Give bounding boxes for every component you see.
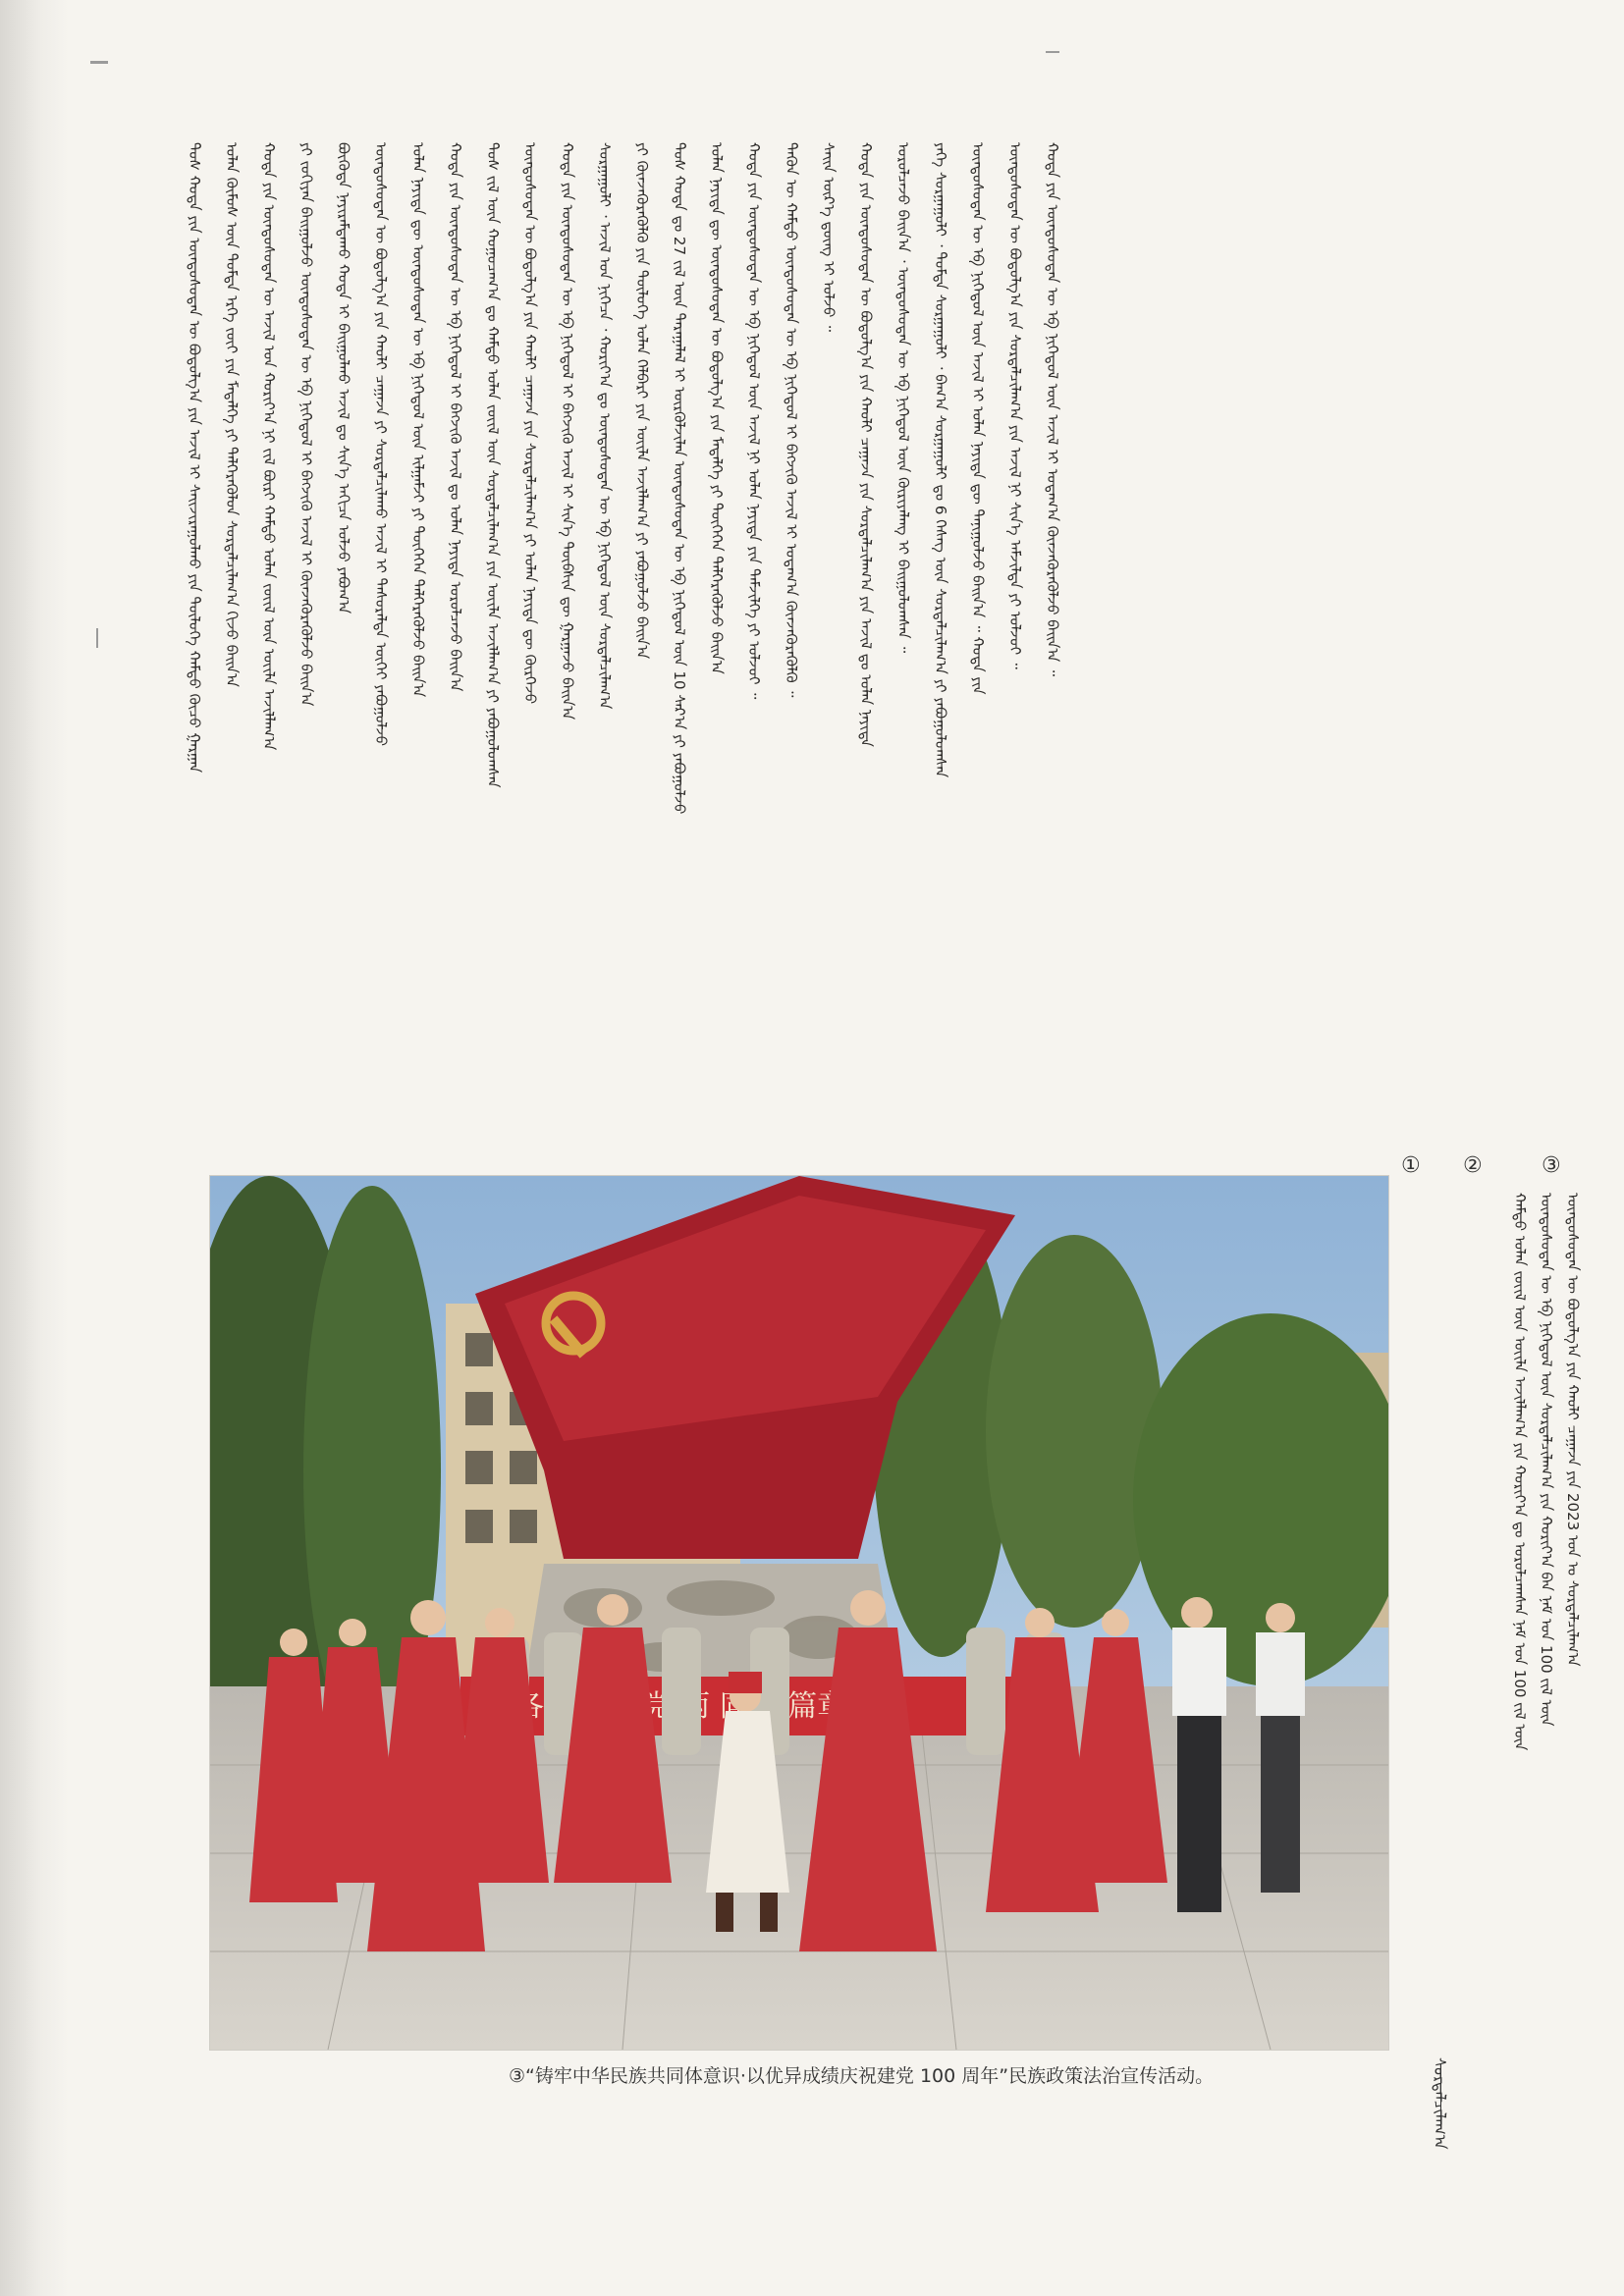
tree-right-2: [986, 1235, 1163, 1628]
footnote-marker-1: ①: [1401, 1153, 1421, 1178]
scan-dash-mark: [1046, 51, 1059, 53]
caption-mongolian-tail: ᠰᠤᠷᠲᠠᠯᠴᠢᠯᠠᠭ᠎ᠠ: [1431, 2057, 1449, 2150]
text-column: ᠣᠯᠠᠨ ᠨᠡᠶᠢᠲᠡ ᠳᠦ ᠦᠨᠳᠦᠰᠦᠲᠡᠨ ᠦ ᠪᠣᠳᠤᠯᠭ᠎ᠠ ᠶᠢᠨ ᠮᠡᠳᠡᠯᠭᠡ ᠶᠢ ᠲᠦᠭᠡᠬᠡᠨ ᠳᠡᠯᠭᠡᠷᠡᠭᠦᠯᠵᠦ ᠪᠠᠢᠨ᠎ᠠ: [708, 142, 726, 674]
photo-caption: ③“铸牢中华民族共同体意识·以优异成绩庆祝建党 100 周年”民族政策法治宣传活动。: [509, 2065, 1215, 2087]
footnote-column: ᠦᠨᠳᠦᠰᠦᠲᠡᠨ ᠦ ᠡᠪ ᠨᠢᠭᠡᠳᠦᠯ ᠦᠨ ᠰᠤᠷᠲᠠᠯᠴᠢᠯᠠᠭ᠎ᠠ ᠶᠢᠨ ᠬᠣᠷᠢᠶ᠎ᠠ ᠪᠠᠨ ᠨᠠᠮ ᠤᠨ 100 ᠵᠢᠯ ᠦᠨ: [1538, 1193, 1555, 1727]
text-column: ᠶᠢ ᠭᠦᠨᠵᠡᠭᠦᠷᠡᠭᠦᠯᠬᠦ ᠶᠢᠨ ᠲᠥᠯᠦᠭᠡ ᠣᠯᠠᠨ ᠬᠡᠯᠪᠡᠷᠢ ᠶᠢᠨ ᠦᠢᠯᠡ ᠠᠵᠢᠯᠯᠠᠭ᠎ᠠ ᠶᠢ ᠶᠠᠪᠤᠭᠤᠯᠵᠤ ᠪᠠᠢᠨ᠎ᠠ: [633, 142, 651, 660]
text-column: ᠰᠠᠢᠨ ᠦᠷ᠎ᠡ ᠳ᠋ᠦᠩ ᠢ ᠣᠯᠵᠤ ᠃: [820, 142, 838, 333]
text-column: ᠬᠣᠲᠠ ᠶᠢᠨ ᠦᠨᠳᠦᠰᠦᠲᠡᠨ ᠦ ᠪᠣᠳᠤᠯᠭ᠎ᠠ ᠶᠢᠨ ᠬᠠᠤᠯᠢ ᠴᠠᠭᠠᠵᠠ ᠶᠢᠨ ᠰᠤᠷᠲᠠᠯᠴᠢᠯᠠᠭ᠎ᠠ ᠶᠢᠨ ᠠᠵᠢᠯ ᠳᠤ ᠣᠯᠠᠨ ᠨᠡᠶᠢᠲᠡ: [857, 142, 875, 747]
text-column: ᠦᠨᠳᠦᠰᠦᠲᠡᠨ ᠦ ᠪᠣᠳᠤᠯᠭ᠎ᠠ ᠶᠢᠨ ᠬᠠᠤᠯᠢ ᠴᠠᠭᠠᠵᠠ ᠶᠢ ᠰᠤᠷᠲᠠᠯᠴᠢᠯᠠᠬᠤ ᠠᠵᠢᠯ ᠢ ᠲᠠᠰᠤᠷᠠᠯᠲᠠ ᠦᠭᠡᠢ ᠶᠠᠪᠤᠭᠤᠯᠵᠤ: [372, 142, 390, 746]
text-column: ᠪᠦᠭᠦᠳᠡ ᠨᠠᠶᠢᠷᠠᠮᠳᠠᠬᠤ ᠬᠣᠲᠠ ᠢ ᠪᠠᠢᠭᠤᠯᠬᠤ ᠠᠵᠢᠯ ᠳᠤ ᠰᠢᠨ᠎ᠡ ᠠᠬᠢᠴᠠ ᠣᠯᠵᠤ ᠶᠠᠪᠤᠭ᠎ᠠ: [335, 142, 352, 614]
article-body-mongolian: [182, 142, 1095, 1114]
text-column: ᠲᠤᠰ ᠬᠣᠲᠠ ᠳᠤ 27 ᠵᠢᠯ ᠦᠨ ᠳᠠᠷᠠᠭᠠᠯᠠᠯ ᠢ ᠦᠷᠭᠦᠯᠵᠢᠯᠡᠨ ᠦᠨᠳᠦᠰᠦᠲᠡᠨ ᠦ ᠡᠪ ᠨᠢᠭᠡᠳᠦᠯ ᠦᠨ 10 ᠰᠠᠷ᠎ᠠ ᠶᠢ ᠶᠠᠪᠤᠭᠤᠯᠵᠤ: [671, 142, 688, 815]
text-column: ᠬᠣᠲᠠ ᠶᠢᠨ ᠦᠨᠳᠦᠰᠦᠲᠡᠨ ᠦ ᠡᠪ ᠨᠢᠭᠡᠳᠦᠯ ᠢ ᠪᠡᠬᠵᠢᠬᠦ ᠠᠵᠢᠯ ᠢ ᠰᠢᠨ᠎ᠡ ᠲᠦᠪᠰᠢᠨ ᠳᠦ ᠭᠠᠷᠭᠠᠵᠤ ᠪᠠᠢᠨ᠎ᠠ: [559, 142, 576, 721]
text-column: ᠦᠨᠳᠦᠰᠦᠲᠡᠨ ᠦ ᠪᠣᠳᠤᠯᠭ᠎ᠠ ᠶᠢᠨ ᠬᠠᠤᠯᠢ ᠴᠠᠭᠠᠵᠠ ᠶᠢᠨ ᠰᠤᠷᠲᠠᠯᠴᠢᠯᠠᠭ᠎ᠠ ᠶᠢ ᠣᠯᠠᠨ ᠨᠡᠶᠢᠲᠡ ᠳᠦ ᠬᠦᠷᠭᠡᠵᠦ: [521, 142, 539, 705]
scan-tick-mark: [96, 628, 98, 648]
text-column: ᠬᠣᠲᠠ ᠶᠢᠨ ᠦᠨᠳᠦᠰᠦᠲᠡᠨ ᠦ ᠠᠵᠢᠯ ᠤᠨ ᠬᠣᠷᠢᠶ᠎ᠠ ᠨᠢ ᠵᠢᠯ ᠪᠦᠷᠢ ᠬᠠᠮᠲᠤ ᠣᠯᠠᠨ ᠵᠦᠢᠯ ᠦᠨ ᠦᠢᠯᠡ ᠠᠵᠢᠯᠯᠠᠭ᠎ᠠ: [260, 142, 278, 751]
text-column: ᠶᠡᠬᠡ ᠰᠤᠷᠭᠠᠭᠤᠯᠢ ᠂ ᠳᠤᠮᠳᠠ ᠰᠤᠷᠭᠠᠭᠤᠯᠢ ᠂ ᠪᠠᠭ᠎ᠠ ᠰᠤᠷᠭᠠᠭᠤᠯᠢ ᠳᠤ 6 ᠬᠡᠰᠡᠭ ᠦᠨ ᠰᠤᠷᠲᠠᠯᠴᠢᠯᠠᠭ᠎ᠠ ᠶᠢ ᠶᠠᠪᠤᠭᠤᠯᠤᠭᠰᠠᠨ: [932, 142, 949, 778]
text-column: ᠲᠡᠭᠦᠨ ᠦ ᠬᠠᠮᠲᠤ ᠦᠨᠳᠦᠰᠦᠲᠡᠨ ᠦ ᠡᠪ ᠨᠢᠭᠡᠳᠦᠯ ᠢ ᠪᠡᠬᠵᠢᠬᠦ ᠠᠵᠢᠯ ᠢ ᠤᠳᠠᠭ᠎ᠠ ᠭᠦᠨᠵᠡᠭᠦᠷᠡᠭᠦᠯᠬᠦ ᠃: [783, 142, 800, 698]
text-column: ᠣᠷᠤᠯᠴᠠᠵᠤ ᠪᠠᠢᠨ᠎ᠠ ᠂ ᠦᠨᠳᠦᠰᠦᠲᠡᠨ ᠦ ᠡᠪ ᠨᠢᠭᠡᠳᠦᠯ ᠦᠨ ᠬᠦᠷᠢᠶᠡᠯᠡᠩ ᠢ ᠪᠠᠢᠭᠤᠯᠤᠭᠰᠠᠨ ᠃: [894, 142, 912, 654]
footnote-marker-2: ②: [1463, 1153, 1483, 1178]
man-white-shirt-2: [1256, 1632, 1305, 1716]
text-column: ᠬᠣᠲᠠ ᠶᠢᠨ ᠦᠨᠳᠦᠰᠦᠲᠡᠨ ᠦ ᠡᠪ ᠨᠢᠭᠡᠳᠦᠯ ᠦᠨ ᠠᠵᠢᠯ ᠢ ᠤᠳᠠᠭ᠎ᠠ ᠭᠦᠨᠵᠡᠭᠦᠷᠡᠭᠦᠯᠵᠦ ᠪᠠᠢᠨ᠎ᠠ ᠃: [1044, 142, 1061, 677]
footnote-marker-3: ③: [1542, 1153, 1561, 1178]
child-boot-right: [760, 1893, 778, 1932]
text-column: ᠦᠨᠳᠦᠰᠦᠲᠡᠨ ᠦ ᠡᠪ ᠨᠢᠭᠡᠳᠦᠯ ᠦᠨ ᠠᠵᠢᠯ ᠢ ᠣᠯᠠᠨ ᠨᠡᠶᠢᠲᠡ ᠳᠦ ᠲᠠᠨᠢᠭᠤᠯᠵᠤ ᠪᠠᠢᠨ᠎ᠠ ᠃ ᠬᠣᠲᠠ ᠶᠢᠨ: [969, 142, 987, 695]
footnote-column: ᠬᠠᠮᠲᠤ ᠣᠯᠠᠨ ᠵᠦᠢᠯ ᠦᠨ ᠦᠢᠯᠡ ᠠᠵᠢᠯᠯᠠᠭ᠎ᠠ ᠶᠢᠨ ᠬᠣᠷᠢᠶ᠎ᠠ ᠳᠤ ᠣᠷᠤᠯᠴᠠᠭᠰᠠᠨ ᠨᠠᠮ ᠤᠨ 100 ᠵᠢᠯ ᠦᠨ: [1511, 1193, 1529, 1751]
footnotes-mongolian: [1507, 1193, 1586, 2106]
text-column: ᠰᠤᠷᠭᠠᠭᠤᠯᠢ ᠂ ᠠᠵᠢᠯ ᠤᠨ ᠨᠢᠭᠡᠴᠡ ᠂ ᠬᠣᠷᠢᠶ᠎ᠠ ᠳᠤ ᠦᠨᠳᠦᠰᠦᠲᠡᠨ ᠦ ᠡᠪ ᠨᠢᠭᠡᠳᠦᠯ ᠦᠨ ᠰᠤᠷᠲᠠᠯᠴᠢᠯᠠᠭ᠎ᠠ: [596, 142, 614, 710]
child-boot-left: [716, 1893, 733, 1932]
event-photograph: [209, 1175, 1389, 2051]
text-column: ᠶᠢ ᠵᠣᠬᠢᠶᠠᠨ ᠪᠠᠢᠭᠤᠯᠵᠤ ᠦᠨᠳᠦᠰᠦᠲᠡᠨ ᠦ ᠡᠪ ᠨᠢᠭᠡᠳᠦᠯ ᠢ ᠪᠡᠬᠵᠢᠬᠦ ᠠᠵᠢᠯ ᠢ ᠭᠦᠨᠵᠡᠭᠦᠷᠡᠭᠦᠯᠵᠦ ᠪᠠᠢᠨ᠎ᠠ: [298, 142, 315, 707]
text-column: ᠬᠣᠲᠠ ᠶᠢᠨ ᠦᠨᠳᠦᠰᠦᠲᠡᠨ ᠦ ᠡᠪ ᠨᠢᠭᠡᠳᠦᠯ ᠢ ᠪᠡᠬᠵᠢᠬᠦ ᠠᠵᠢᠯ ᠳᠤ ᠣᠯᠠᠨ ᠨᠡᠶᠢᠲᠡ ᠣᠷᠤᠯᠴᠠᠵᠤ ᠪᠠᠢᠨ᠎ᠠ: [447, 142, 464, 692]
footnote-column: ᠦᠨᠳᠦᠰᠦᠲᠡᠨ ᠦ ᠪᠣᠳᠤᠯᠭ᠎ᠠ ᠶᠢᠨ ᠬᠠᠤᠯᠢ ᠴᠠᠭᠠᠵᠠ ᠶᠢᠨ 2023 ᠣᠨ ᠤ ᠰᠤᠷᠲᠠᠯᠴᠢᠯᠠᠭ᠎ᠠ: [1564, 1193, 1582, 1667]
text-column: ᠲᠤᠰ ᠬᠣᠲᠠ ᠶᠢᠨ ᠦᠨᠳᠦᠰᠦᠲᠡᠨ ᠦ ᠪᠣᠳᠤᠯᠭ᠎ᠠ ᠶᠢᠨ ᠠᠵᠢᠯ ᠢ ᠰᠠᠢᠵᠢᠷᠠᠭᠤᠯᠬᠤ ᠶᠢᠨ ᠲᠥᠯᠦᠭᠡ ᠬᠠᠮᠲᠤ ᠬᠦᠴᠦ ᠭᠠᠷᠭᠠᠨ: [186, 142, 203, 774]
man-white-shirt: [1172, 1628, 1226, 1716]
text-column: ᠣᠯᠠᠨ ᠬᠦᠮᠦᠰ ᠦᠨ ᠳᠤᠮᠳᠠ ᠡᠷᠬᠡ ᠵᠦᠢ ᠶᠢᠨ ᠮᠡᠳᠡᠯᠭᠡ ᠶᠢ ᠳᠡᠯᠭᠡᠷᠡᠭᠦᠯᠦᠨ ᠰᠤᠷᠲᠠᠯᠴᠢᠯᠠᠭ᠎ᠠ ᠬᠢᠵᠦ ᠪᠠᠢᠨ᠎ᠠ: [223, 142, 241, 687]
child-red-hat: [729, 1672, 762, 1693]
scan-dash-mark: [90, 61, 108, 64]
text-column: ᠦᠨᠳᠦᠰᠦᠲᠡᠨ ᠦ ᠪᠣᠳᠤᠯᠭ᠎ᠠ ᠶᠢᠨ ᠰᠤᠷᠲᠠᠯᠴᠢᠯᠠᠭ᠎ᠠ ᠶᠢᠨ ᠠᠵᠢᠯ ᠨᠢ ᠰᠢᠨ᠎ᠡ ᠠᠮᠵᠢᠯᠲᠠ ᠶᠢ ᠣᠯᠵᠤᠢ ᠃: [1006, 142, 1024, 669]
man-black-trousers: [1177, 1716, 1221, 1912]
scan-edge-shading: [0, 0, 69, 2296]
man-trousers-2: [1261, 1716, 1300, 1893]
photo-illustration: [210, 1176, 1388, 2050]
text-column: ᠲᠤᠰ ᠵᠢᠯ ᠦᠨ ᠬᠤᠭᠤᠴᠠᠭ᠎ᠠ ᠳᠤ ᠬᠠᠮᠲᠤ ᠣᠯᠠᠨ ᠵᠦᠢᠯ ᠦᠨ ᠰᠤᠷᠲᠠᠯᠴᠢᠯᠠᠭ᠎ᠠ ᠶᠢᠨ ᠦᠢᠯᠡ ᠠᠵᠢᠯᠯᠠᠭ᠎ᠠ ᠶᠢ ᠶᠠᠪᠤᠭᠤᠯᠤᠭᠰᠠᠨ: [484, 142, 502, 788]
text-column: ᠣᠯᠠᠨ ᠨᠡᠶᠢᠲᠡ ᠳᠦ ᠦᠨᠳᠦᠰᠦᠲᠡᠨ ᠦ ᠡᠪ ᠨᠢᠭᠡᠳᠦᠯ ᠦᠨ ᠢᠯᠭᠠᠮᠵᠢ ᠶᠢ ᠲᠦᠭᠡᠬᠡᠨ ᠳᠡᠯᠭᠡᠷᠡᠭᠦᠯᠵᠦ ᠪᠠᠢᠨ᠎ᠠ: [409, 142, 427, 698]
text-column: ᠬᠣᠲᠠ ᠶᠢᠨ ᠦᠨᠳᠦᠰᠦᠲᠡᠨ ᠦ ᠡᠪ ᠨᠢᠭᠡᠳᠦᠯ ᠦᠨ ᠠᠵᠢᠯ ᠨᠢ ᠣᠯᠠᠨ ᠨᠡᠶᠢᠲᠡ ᠶᠢᠨ ᠳᠡᠮᠵᠢᠯᠭᠡ ᠶᠢ ᠣᠯᠵᠤᠢ ᠃: [745, 142, 763, 700]
banner-text: 新篇章: [758, 1689, 847, 1724]
